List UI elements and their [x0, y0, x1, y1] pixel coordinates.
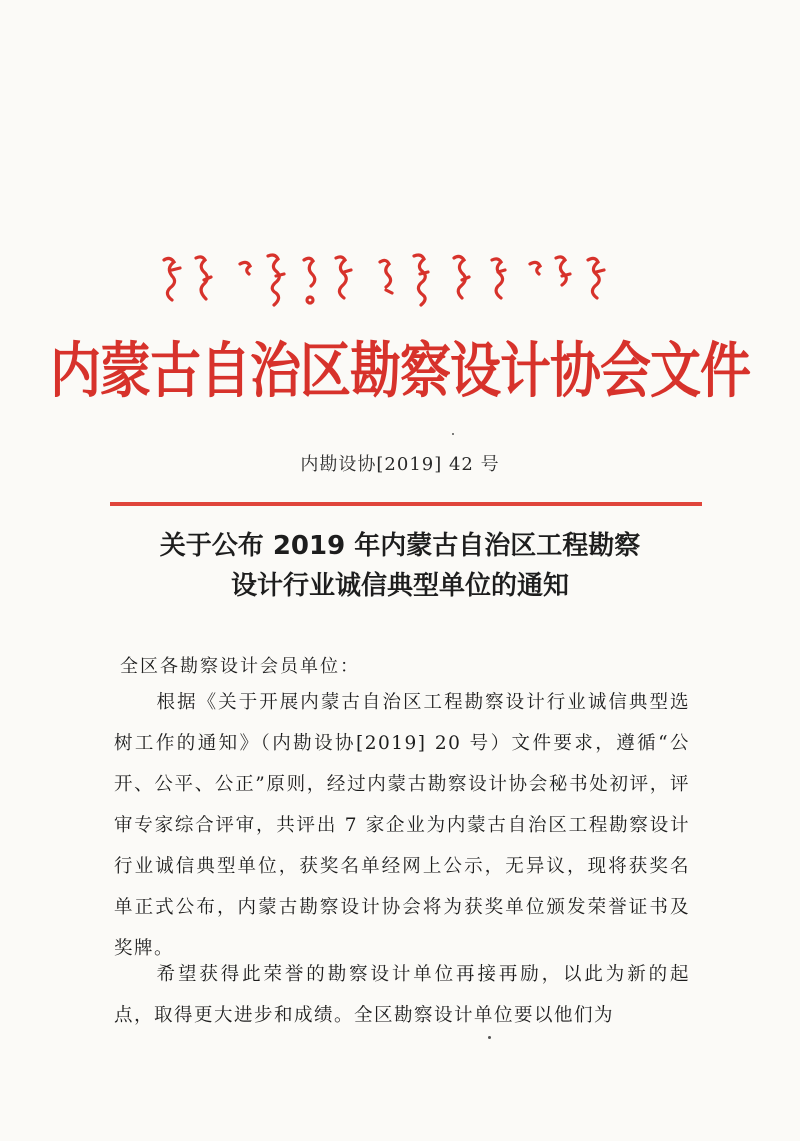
- notice-title-line-1: 关于公布 2019 年内蒙古自治区工程勘察: [159, 531, 641, 561]
- scan-speck: [488, 1036, 491, 1039]
- org-title: 内蒙古自治区勘察设计协会文件: [49, 337, 750, 407]
- scan-speck: [452, 433, 454, 435]
- mongolian-script-line: [158, 250, 678, 320]
- salutation: 全区各勘察设计会员单位：: [120, 656, 360, 677]
- body-paragraph-1: 根据《关于开展内蒙古自治区工程勘察设计行业诚信典型选树工作的通知》（内勘设协[2019] 20 号）文件要求，遵循“公开、公平、公正”原则，经过内蒙古勘察设计协会秘书处初评，评审专家综合评审，共评出 7 家企业为内蒙古自治区工程勘察设计行业诚信典型单位，获奖名单经网上公示，无异议，现将获奖名单正式公布，内蒙古勘察设计协会将为获奖单位颁发荣誉证书及奖牌。: [114, 692, 690, 959]
- notice-title-line-2: 设计行业诚信典型单位的通知: [230, 571, 569, 601]
- notice-title: [0, 526, 800, 606]
- red-divider-rule: [110, 502, 702, 506]
- body-paragraph-2: 希望获得此荣誉的勘察设计单位再接再励，以此为新的起点，取得更大进步和成绩。全区勘察设计单位要以他们为: [114, 964, 690, 1026]
- body-paragraph-2-container: [114, 954, 690, 1036]
- document-number: 内勘设协[2019] 42 号: [300, 454, 500, 475]
- body-paragraph-1-container: [114, 682, 690, 969]
- mongolian-script-glyphs: [158, 250, 678, 320]
